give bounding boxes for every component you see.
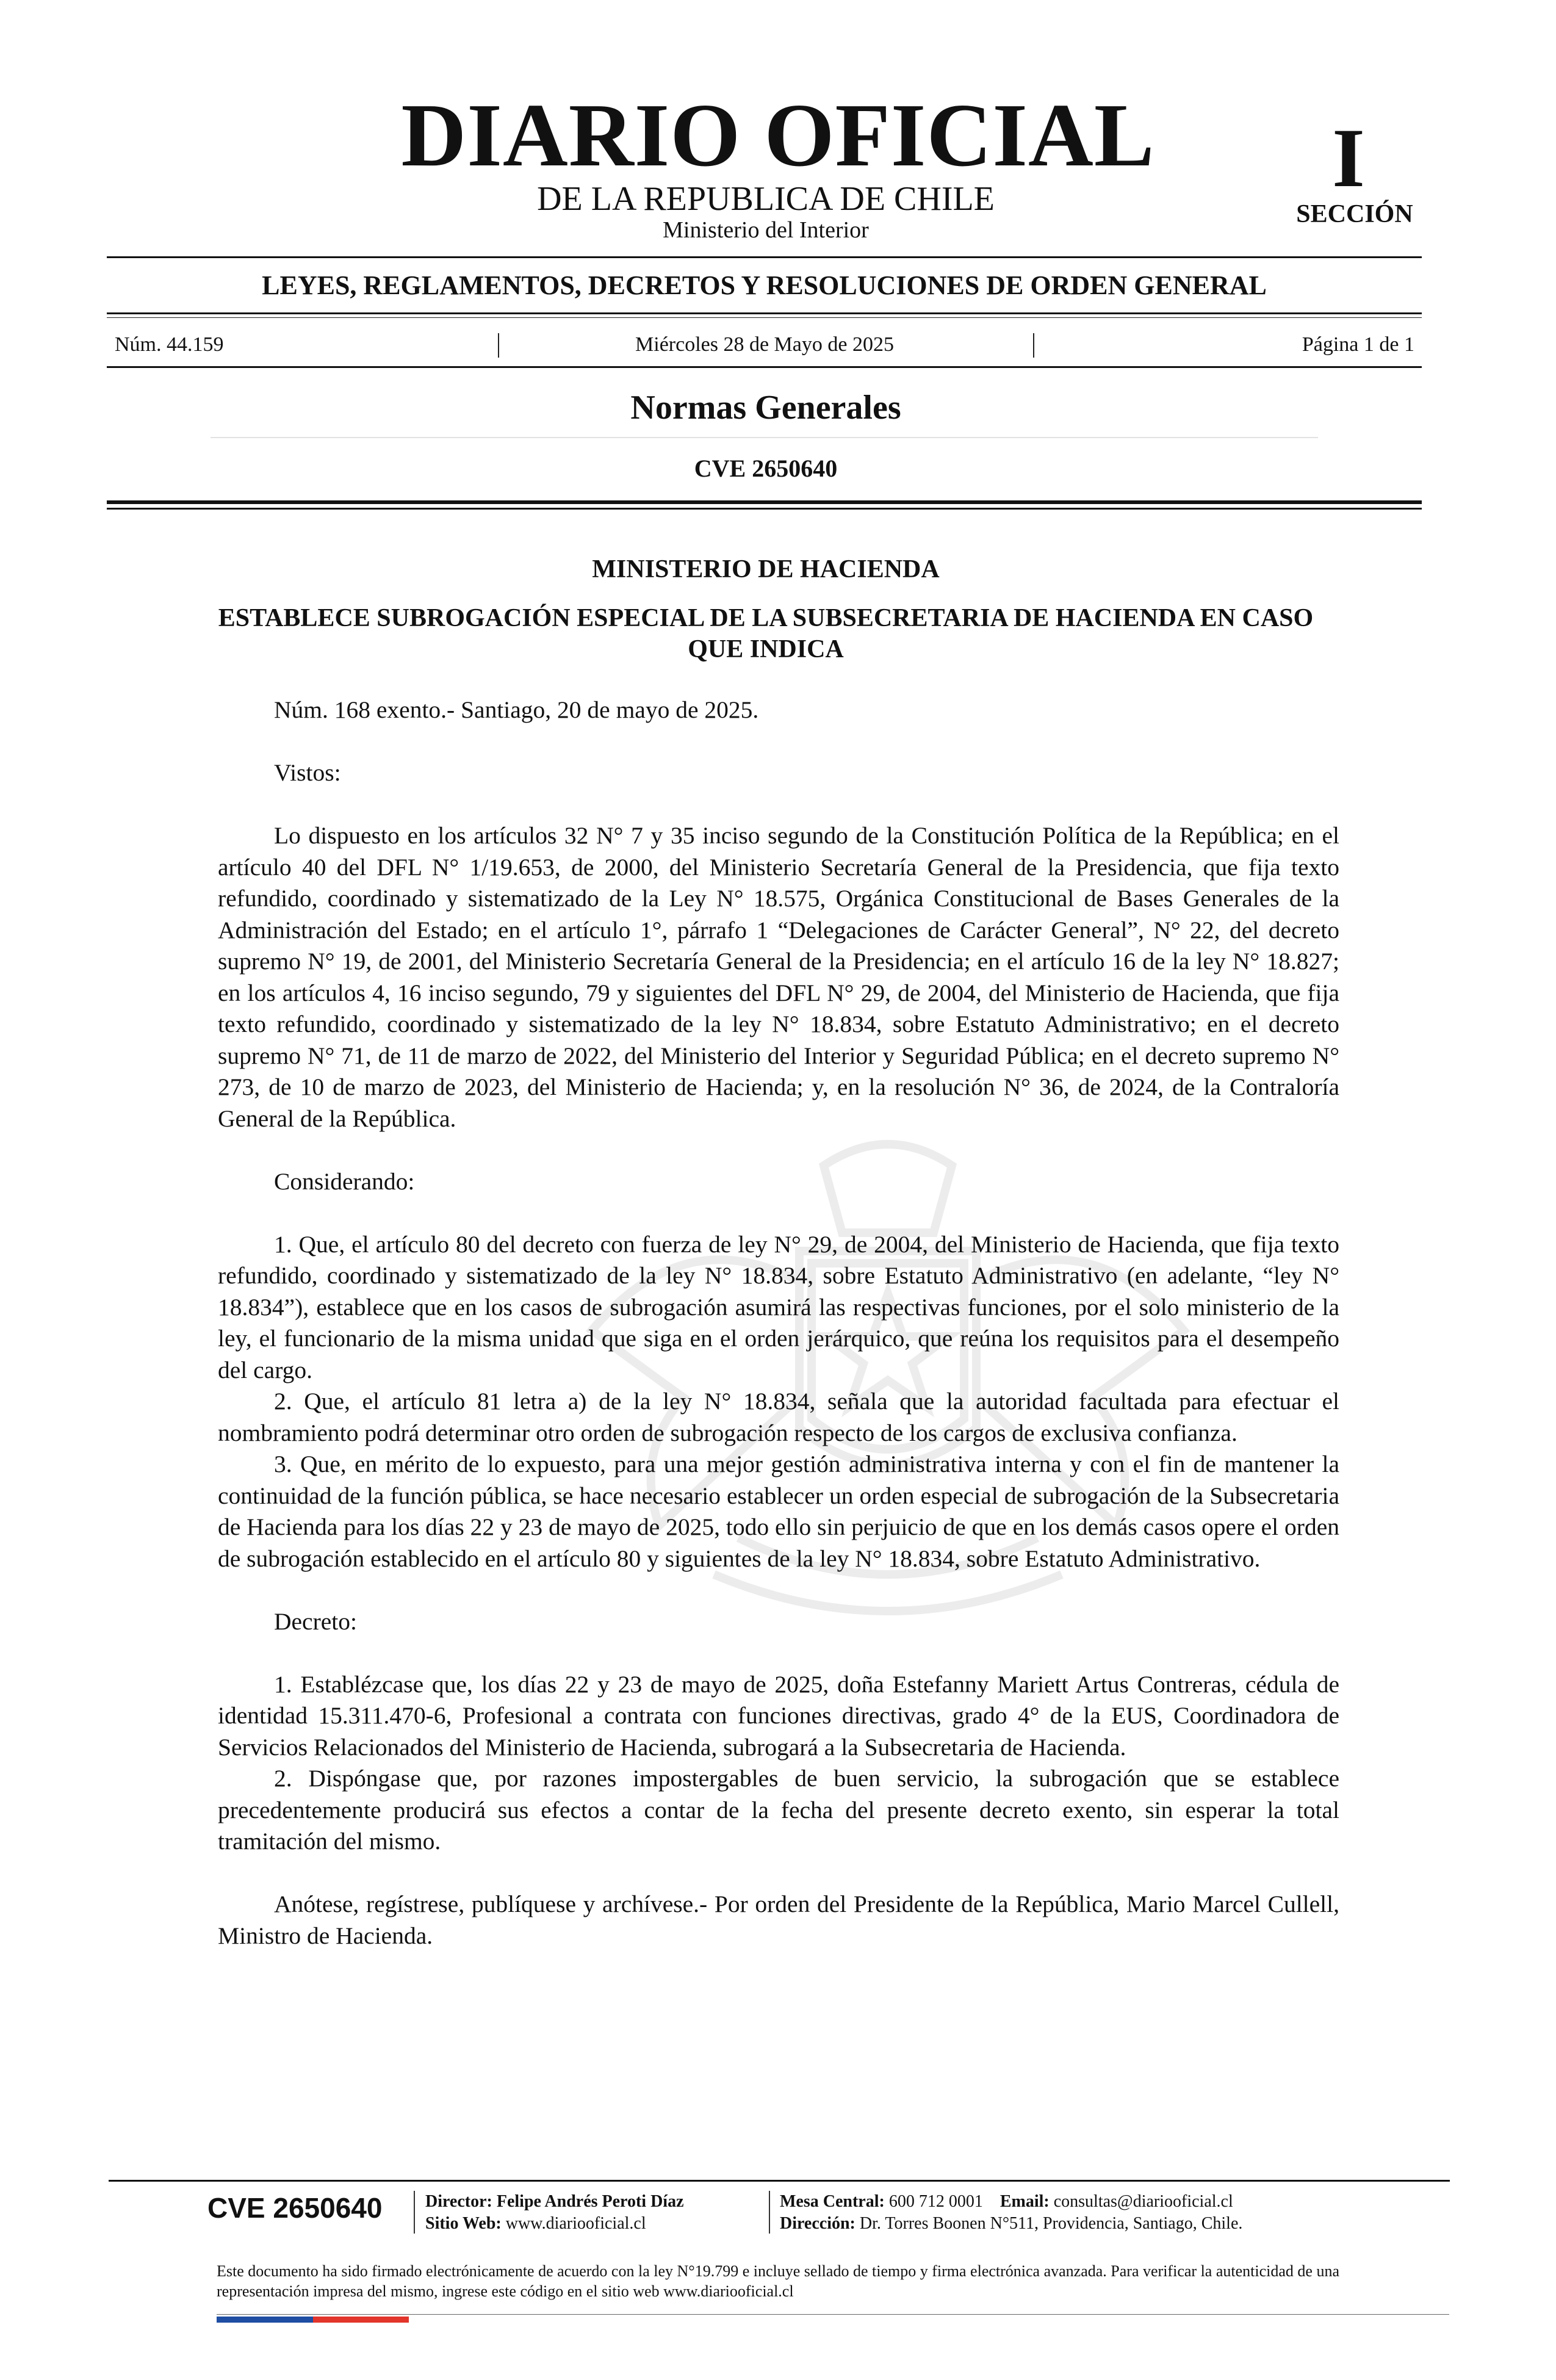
header-thick-rule	[107, 500, 1422, 504]
decreto-item: 1. Establézcase que, los días 22 y 23 de mayo de 2025, doña Estefanny Mariett Artus Contreras, cédula de identidad 15.311.470-6, Profesional a contrata con funciones directivas, grado 4° de la EUS, Coordinadora de Servicios Relacionados del Ministerio de Hacienda, subrogará a la Subsecretaria de Hacienda.	[218, 1670, 1339, 1761]
decreto-heading: Decreto:	[274, 1607, 357, 1635]
laws-banner: LEYES, REGLAMENTOS, DECRETOS Y RESOLUCIONES DE ORDEN GENERAL	[262, 270, 1267, 300]
info-rule	[107, 366, 1422, 368]
footer-director-block	[425, 2191, 684, 2235]
footer-website: Sitio Web: www.diariooficial.cl	[425, 2214, 646, 2233]
footer-rule	[109, 2180, 1450, 2182]
vistos-heading: Vistos:	[274, 759, 341, 786]
considerando-item: 2. Que, el artículo 81 letra a) de la ley N° 18.834, señala que la autoridad facultada para efectuar el nombramiento podrá determinar otro orden de subrogación respecto de los cargos de exclusiva confianza.	[218, 1388, 1339, 1446]
website-link[interactable]: www.diariooficial.cl	[505, 2214, 646, 2233]
footer-phone: Mesa Central: 600 712 0001 Email: consultas@diariooficial.cl	[780, 2192, 1233, 2211]
closing-paragraph: Anótese, regístrese, publíquese y archívese.- Por orden del Presidente de la República, Mario Marcel Cullell, Ministro de Hacienda.	[218, 1891, 1339, 1949]
issue-date: Miércoles 28 de Mayo de 2025	[635, 333, 894, 356]
decree-line: Núm. 168 exento.- Santiago, 20 de mayo de 2025.	[274, 696, 759, 723]
masthead-ministry: Ministerio del Interior	[663, 217, 869, 243]
decreto-item: 2. Dispóngase que, por razones impostergables de buen servicio, la subrogación que se establece precedentemente producirá sus efectos a contar de la fecha del presente decreto exento, sin esperar la total tramitación del mismo.	[218, 1765, 1339, 1855]
section-title-underline	[211, 437, 1318, 438]
footer-cve: CVE 2650640	[207, 2192, 383, 2224]
considerando-item: 3. Que, en mérito de lo expuesto, para una mejor gestión administrativa interna y con el fin de mantener la continuidad de la función pública, se hace necesario establecer un orden especial de subrogación de la Subsecretaria de Hacienda para los días 22 y 23 de mayo de 2025, todo ello sin perjuicio de que en los demás casos opere el orden de subrogación establecido en el artículo 80 y siguientes de la ley N° 18.834, sobre Estatuto Administrativo.	[218, 1451, 1339, 1572]
footer-note: Este documento ha sido firmado electrónicamente de acuerdo con la ley N°19.799 e incluye sellado de tiempo y firma electrónica avanzada. Para verificar la autenticidad de una representación impresa del mismo, ingrese este código en el sitio web www.diariooficial.cl	[217, 2262, 1339, 2300]
footer-divider	[414, 2191, 415, 2234]
vistos-paragraph: Lo dispuesto en los artículos 32 N° 7 y 35 inciso segundo de la Constitución Política de la República; en el artículo 40 del DFL N° 1/19.653, de 2000, del Ministerio Secretaría General de la Presidencia, que fija texto refundido, coordinado y sistematizado de la Ley N° 18.575, Orgánica Constitucional de Bases Generales de la Administración del Estado; en el artículo 1°, párrafo 1 “Delegaciones de Carácter General”, N° 22, del decreto supremo N° 19, de 2001, del Ministerio Secretaría General de la Presidencia; en el artículo 16 de la ley N° 18.827; en los artículos 4, 16 inciso segundo, 79 y siguientes del DFL N° 29, de 2004, del Ministerio de Hacienda, que fija texto refundido, coordinado y sistematizado de la ley N° 18.834, sobre Estatuto Administrativo; en el decreto supremo N° 71, de 11 de marzo de 2022, del Ministerio del Interior y Seguridad Pública; en el decreto supremo N° 273, de 10 de marzo de 2023, del Ministerio de Hacienda; y, en la resolución N° 36, de 2024, de la Contraloría General de la República.	[218, 822, 1339, 1132]
banner-rule-bottom	[107, 317, 1422, 318]
masthead-rule	[107, 256, 1422, 258]
section-title: Normas Generales	[630, 389, 901, 427]
considerando-item: 1. Que, el artículo 80 del decreto con fuerza de ley N° 29, de 2004, del Ministerio de Hacienda, que fija texto refundido, coordinado y sistematizado de la ley N° 18.834, sobre Estatuto Administrativo (en adelante, “ley N° 18.834”), establece que en los casos de subrogación asumirá las respectivas funciones, por el solo ministerio de la ley, el funcionario de la misma unidad que siga en el orden jerárquico, que reúna los requisitos para el desempeño del cargo.	[218, 1230, 1339, 1383]
page-indicator: Página 1 de 1	[1302, 333, 1414, 356]
document-title: ESTABLECE SUBROGACIÓN ESPECIAL DE LA SUBSECRETARIA DE HACIENDA EN CASO QUE INDICA	[218, 604, 1314, 663]
section-label: SECCIÓN	[1296, 200, 1413, 228]
masthead-title: DIARIO OFICIAL	[401, 85, 1155, 186]
section-number: I	[1332, 111, 1365, 204]
document-body	[218, 694, 1339, 1952]
cve-code: CVE 2650640	[694, 455, 838, 482]
footer-divider	[769, 2191, 770, 2234]
issue-number: Núm. 44.159	[115, 333, 224, 356]
banner-rule-top	[107, 312, 1422, 314]
flag-stripe-red	[313, 2317, 409, 2323]
flag-stripe-blue	[217, 2317, 313, 2323]
email-link[interactable]: consultas@diariooficial.cl	[1053, 2192, 1233, 2211]
divider	[1033, 333, 1034, 358]
footer-contact-block	[780, 2191, 1242, 2235]
ministry-heading: MINISTERIO DE HACIENDA	[592, 555, 940, 583]
header-thick-rule-2	[107, 508, 1422, 510]
footer-director: Director: Felipe Andrés Peroti Díaz	[425, 2192, 684, 2211]
footer-bottom-rule	[217, 2314, 1449, 2315]
masthead-subtitle: DE LA REPUBLICA DE CHILE	[537, 180, 995, 218]
footer-address: Dirección: Dr. Torres Boonen N°511, Providencia, Santiago, Chile.	[780, 2214, 1243, 2233]
considerando-heading: Considerando:	[274, 1167, 415, 1195]
